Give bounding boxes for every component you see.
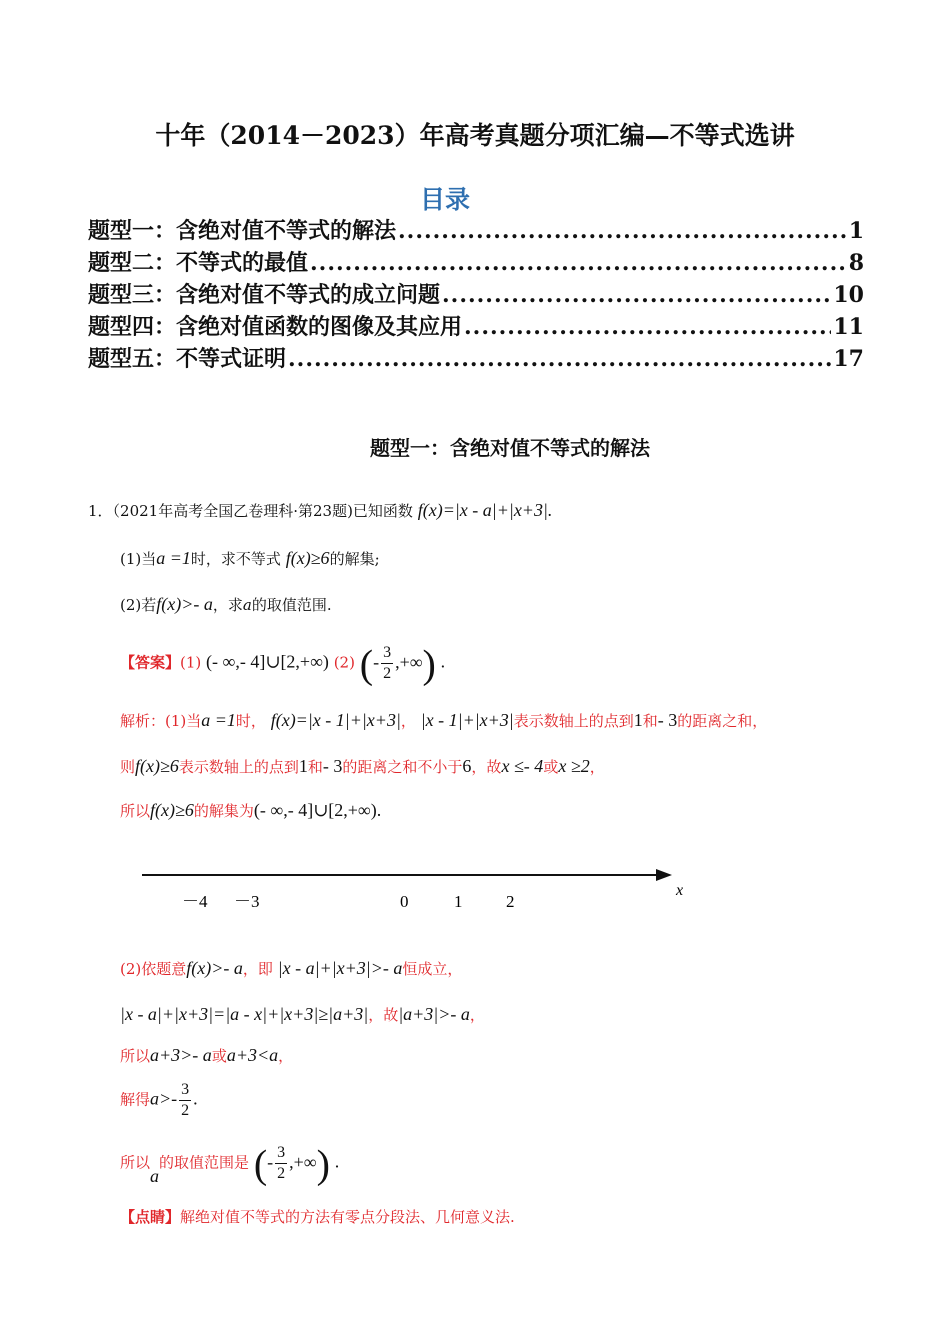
problem-stem: 1．（2021年高考全国乙卷理科·第23题)已知函数 f(x)=|x - a|+|x+3|. xyxy=(88,500,553,520)
document-title: 十年（2014－2023）年高考真题分项汇编—不等式选讲 xyxy=(155,121,795,150)
tick-label: －3 xyxy=(234,892,260,911)
toc-item-label: 题型五：不等式证明 xyxy=(88,346,287,372)
toc-leader xyxy=(464,314,831,340)
tick-label: 2 xyxy=(506,892,515,911)
toc-item-page: 1 xyxy=(848,218,864,244)
table-of-contents xyxy=(88,214,864,374)
toc-item-label: 题型一：含绝对值不等式的解法 xyxy=(88,218,397,244)
toc-item[interactable] xyxy=(88,246,864,278)
part2-line-2: |x - a|+|x+3|=|a - x|+|x+3|≥|a+3|，故|a+3|>- a， xyxy=(120,1004,485,1024)
axis-label: x xyxy=(676,882,684,899)
toc-heading: 目录 xyxy=(419,185,470,214)
toc-item-label: 题型三：含绝对值不等式的成立问题 xyxy=(88,282,441,308)
part2-line-5: 所以a的取值范围是 (- $\frac{3}{2}$ ,+∞) . xyxy=(120,1141,340,1186)
function-definition: f(x)=|x - a|+|x+3|. xyxy=(417,500,553,520)
toc-item-page: 11 xyxy=(833,314,864,340)
tick-label: －4 xyxy=(182,892,208,911)
analysis-line-1: 解析：(1)当a =1时， f(x)=|x - 1|+|x+3|， |x - 1|+|x+3|表示数轴上的点到1和- 3的距离之和， xyxy=(120,710,768,730)
toc-item[interactable] xyxy=(88,278,864,310)
tip: 【点睛】解绝对值不等式的方法有零点分段法、几何意义法. xyxy=(120,1208,515,1226)
toc-item-page: 17 xyxy=(833,346,864,372)
tick-label: 0 xyxy=(400,892,409,911)
toc-leader xyxy=(398,218,847,244)
toc-leader xyxy=(442,282,831,308)
number-line-figure xyxy=(140,858,700,918)
toc-item-label: 题型二：不等式的最值 xyxy=(88,250,309,276)
section-title: 题型一：含绝对值不等式的解法 xyxy=(370,436,650,460)
toc-item-page: 8 xyxy=(848,250,864,276)
toc-item[interactable] xyxy=(88,214,864,246)
toc-item-label: 题型四：含绝对值函数的图像及其应用 xyxy=(88,314,463,340)
part2-line-1: (2)依题意f(x)>- a，即 |x - a|+|x+3|>- a恒成立， xyxy=(120,958,463,978)
toc-item-page: 10 xyxy=(833,282,864,308)
axis-arrow-icon xyxy=(656,869,672,881)
part2-line-3: 所以a+3>- a或a+3<a， xyxy=(120,1045,294,1065)
part2-line-4: 解得a>- $\frac{3}{2}$ . xyxy=(120,1081,198,1119)
question-1: (1)当a =1时，求不等式 f(x)≥6的解集; xyxy=(120,548,380,568)
analysis-line-2: 则f(x)≥6表示数轴上的点到1和- 3的距离之和不小于6，故x ≤- 4或x ≥2， xyxy=(120,756,605,776)
toc-item[interactable] xyxy=(88,342,864,374)
toc-item[interactable] xyxy=(88,310,864,342)
answer: 【答案】(1) (- ∞,- 4]∪[2,+∞) (2) (- $\frac{3}{2}$ ,+∞) . xyxy=(120,641,446,686)
question-2: (2)若f(x)>- a，求a的取值范围. xyxy=(120,594,332,614)
tick-label: 1 xyxy=(454,892,463,911)
analysis-line-3: 所以f(x)≥6的解集为(- ∞,- 4]∪[2,+∞). xyxy=(120,800,382,820)
toc-leader xyxy=(310,250,847,276)
toc-leader xyxy=(288,346,831,372)
